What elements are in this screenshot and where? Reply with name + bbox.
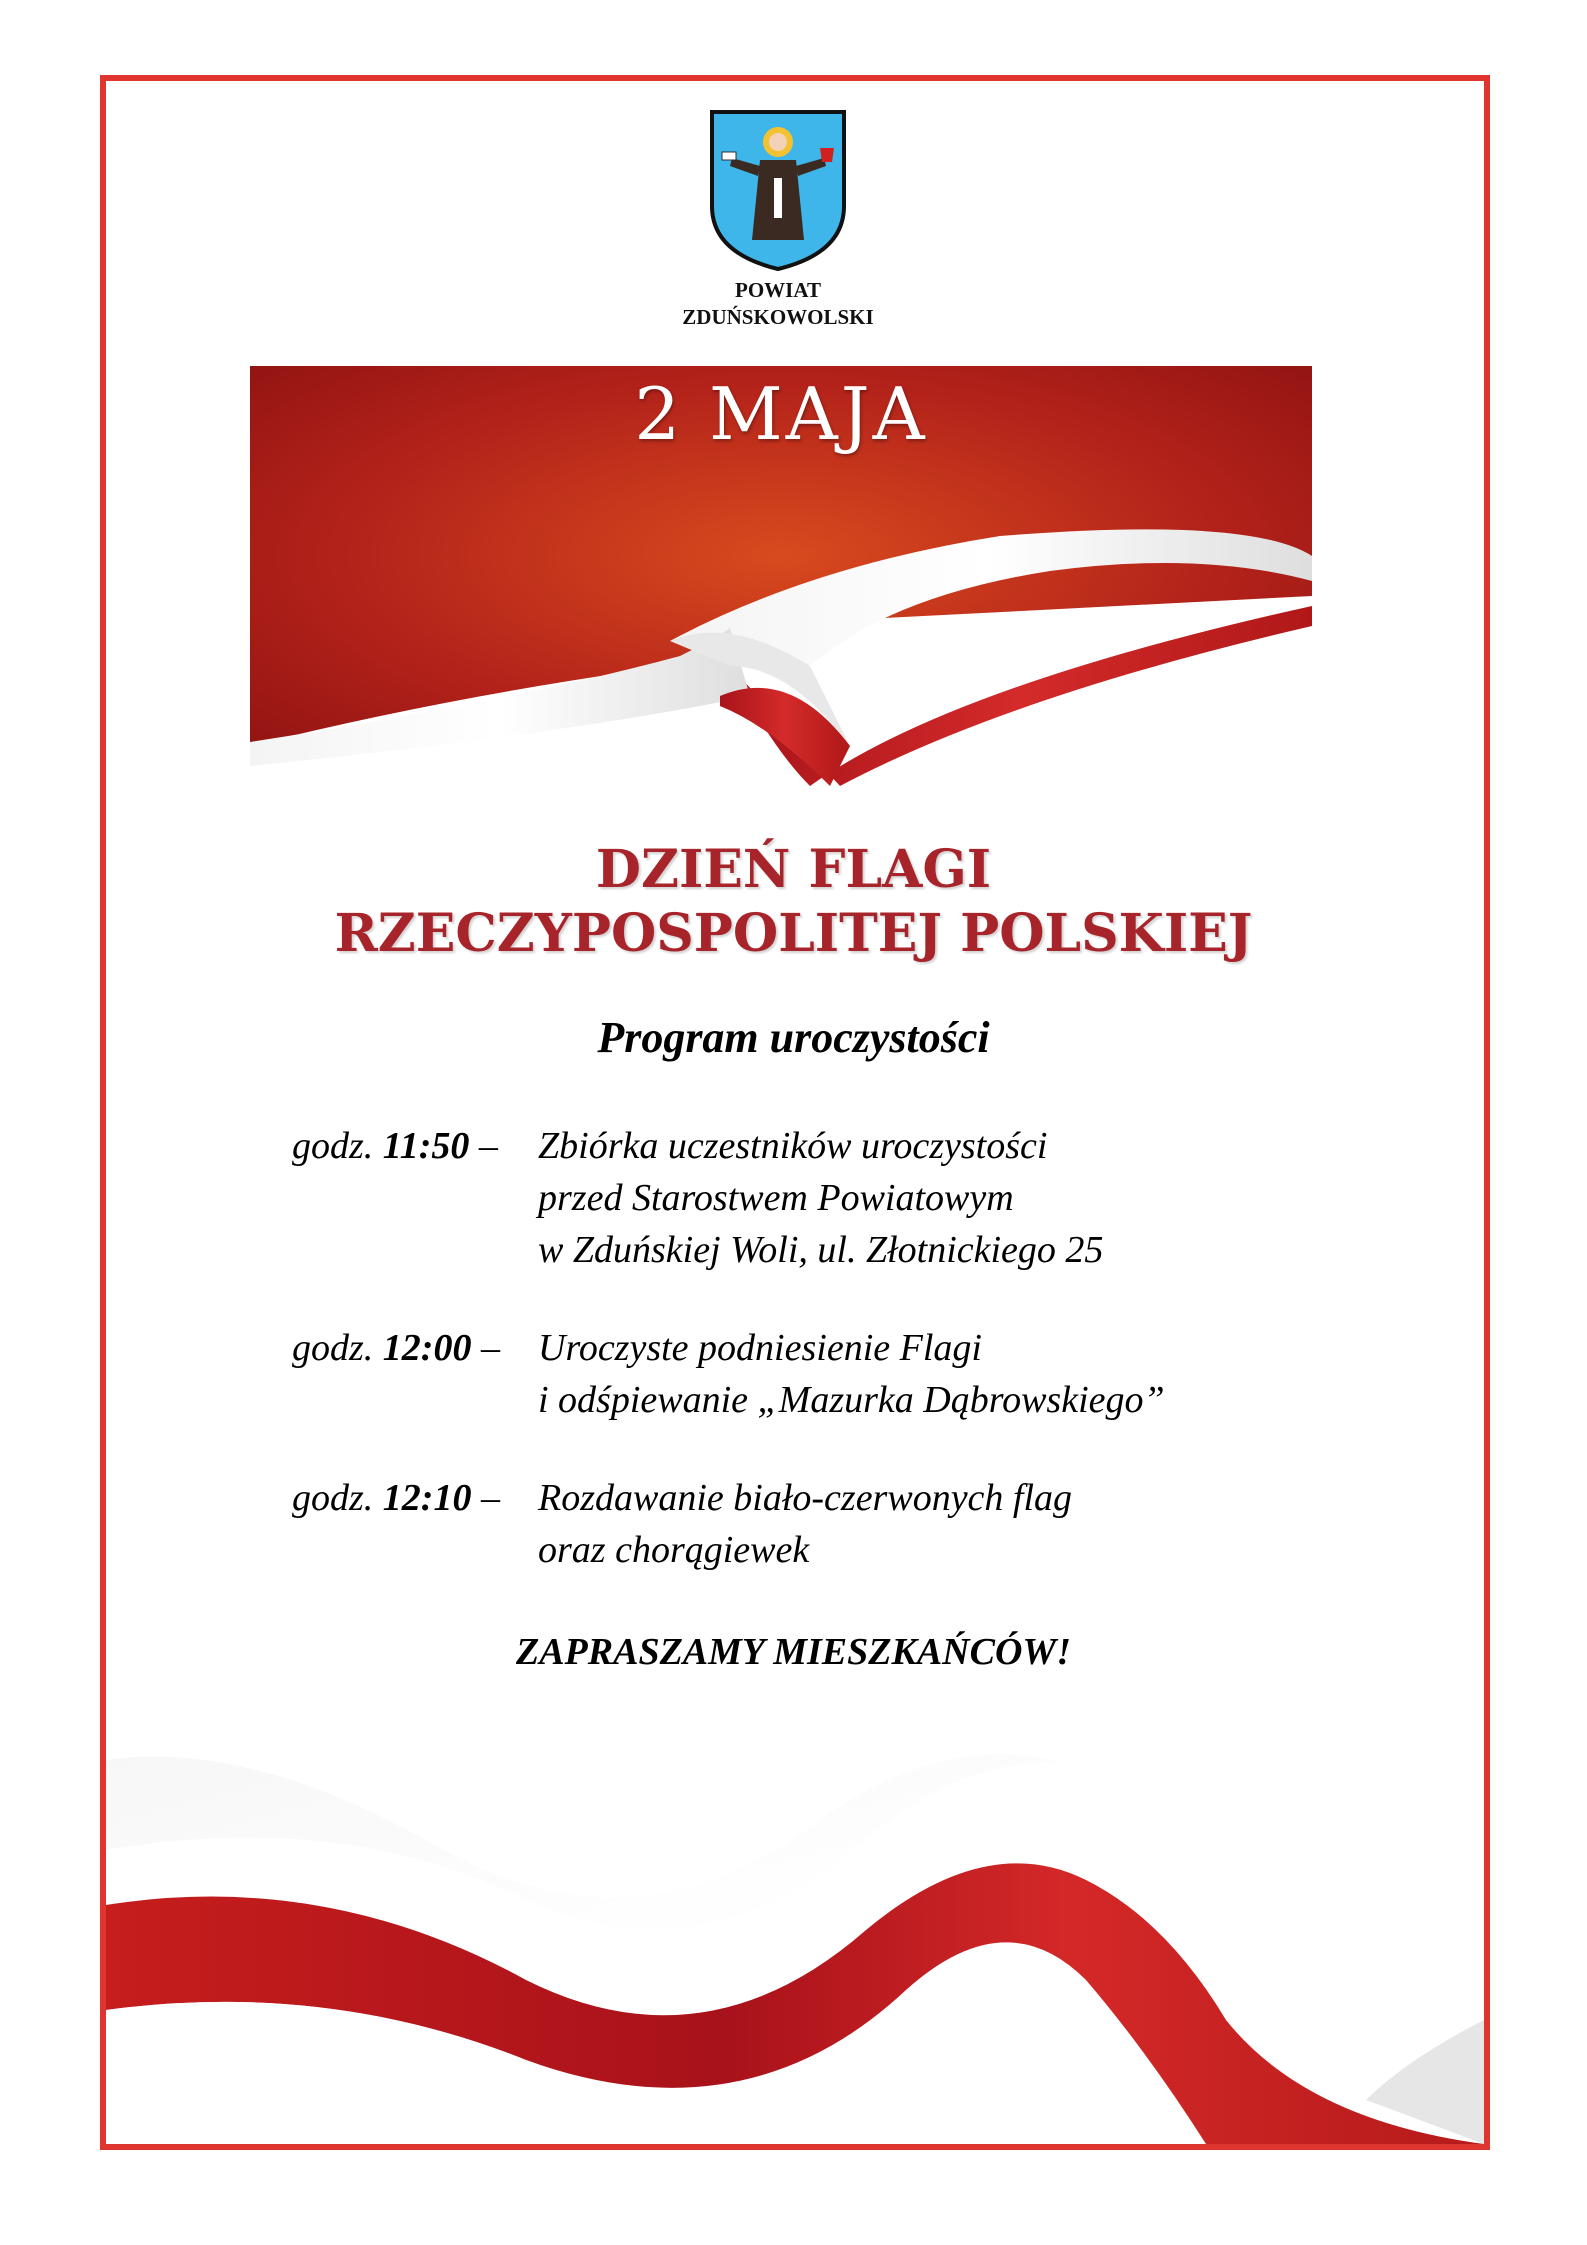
time-value: 11:50 [382,1125,470,1167]
program-item [292,1472,1392,1576]
description-line: przed Starostwem Powiatowym [538,1177,1014,1219]
program-time [292,1120,498,1172]
org-line-1: POWIAT [735,278,821,302]
program-item [292,1120,1392,1276]
bottom-flag-ribbon-graphic [106,1720,1484,2144]
time-value: 12:00 [382,1327,472,1369]
program-description [538,1472,1392,1576]
program-time [292,1322,500,1374]
organization-name [594,277,962,331]
program-time [292,1472,500,1524]
description-line: w Zduńskiej Woli, ul. Złotnickiego 25 [538,1229,1104,1271]
coat-of-arms-icon [708,108,848,273]
program-list [292,1120,1392,1622]
time-separator: – [469,1125,498,1167]
event-title [200,838,1387,966]
invitation-text: ZAPRASZAMY MIESZKAŃCÓW! [515,1631,1071,1673]
org-line-2: ZDUŃSKOWOLSKI [682,305,874,329]
description-line: i odśpiewanie „Mazurka Dąbrowskiego” [538,1379,1165,1421]
time-prefix: godz. [292,1477,383,1519]
time-separator: – [471,1327,500,1369]
description-line: Zbiórka uczestników uroczystości [538,1125,1048,1167]
description-line: oraz chorągiewek [538,1529,810,1571]
time-prefix: godz. [292,1125,383,1167]
time-prefix: godz. [292,1327,383,1369]
event-title-line-2: RZECZYPOSPOLITEJ POLSKIEJ [334,903,1253,964]
event-title-line-1: DZIEŃ FLAGI [595,839,992,900]
program-description [538,1322,1392,1426]
date-heading: 2 MAJA [634,372,928,456]
program-heading: Program uroczystości [597,1013,990,1062]
description-line: Uroczyste podniesienie Flagi [538,1327,982,1369]
time-value: 12:10 [382,1477,472,1519]
time-separator: – [471,1477,500,1519]
program-item [292,1322,1392,1426]
program-description [538,1120,1392,1276]
description-line: Rozdawanie biało-czerwonych flag [538,1477,1073,1519]
